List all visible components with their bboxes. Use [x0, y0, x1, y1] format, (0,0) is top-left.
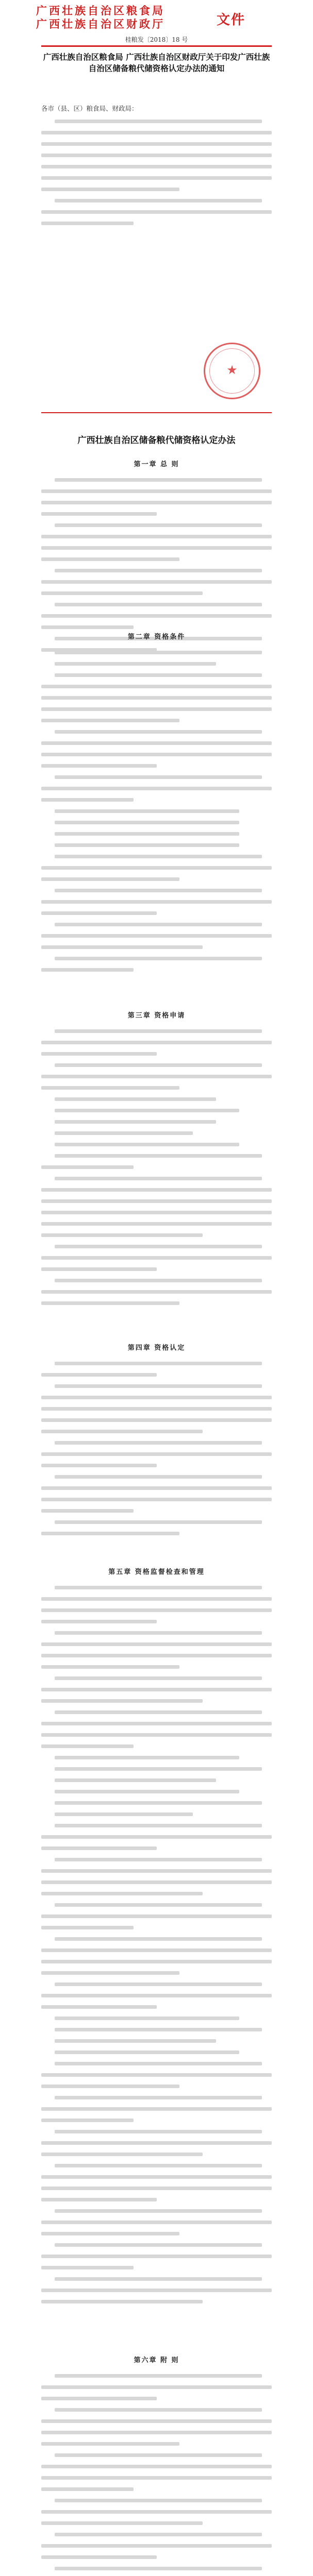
- salutation: 各市（县、区）粮食局、财政局：: [41, 105, 138, 112]
- footer-red-rule: [41, 412, 272, 413]
- text-line: [55, 1824, 262, 1827]
- text-line: [55, 1982, 262, 1986]
- text-line: [41, 911, 157, 915]
- chapter-heading: 第四章 资格认定: [127, 1344, 186, 1352]
- text-line: [55, 1586, 262, 1589]
- text-line: [55, 1631, 262, 1635]
- text-line: [55, 1063, 262, 1067]
- text-line: [41, 580, 272, 584]
- text-line: [41, 557, 179, 561]
- text-line: [41, 1948, 272, 1952]
- text-line: [41, 1464, 157, 1467]
- text-line: [41, 1188, 272, 1192]
- text-line: [55, 569, 262, 572]
- seal-star-icon: ★: [226, 363, 238, 377]
- text-line: [41, 1486, 272, 1490]
- text-line: [41, 1430, 203, 1433]
- text-line: [55, 730, 262, 734]
- text-line: [41, 512, 157, 516]
- text-line: [41, 2221, 272, 2224]
- text-line: [55, 2016, 239, 2020]
- document-number: 桂粮发〔2018〕18 号: [125, 36, 188, 43]
- text-line: [41, 968, 134, 972]
- text-line: [41, 741, 272, 745]
- text-line: [41, 1301, 179, 1305]
- text-line: [55, 1245, 262, 1248]
- text-line: [55, 2374, 262, 2378]
- text-line: [55, 2028, 262, 2031]
- text-line: [41, 2107, 272, 2111]
- text-line: [41, 1509, 134, 1513]
- notice-body: [41, 120, 272, 233]
- text-line: [41, 165, 272, 168]
- text-line: [55, 1903, 262, 1907]
- text-line: [55, 843, 239, 847]
- text-line: [41, 1256, 272, 1260]
- text-line: [41, 1407, 272, 1411]
- text-line: [41, 2198, 157, 2201]
- text-line: [41, 1869, 272, 1873]
- text-line: [55, 1120, 216, 1124]
- text-line: [41, 625, 134, 629]
- text-line: [41, 1597, 272, 1601]
- text-line: [55, 855, 262, 858]
- text-line: [41, 614, 272, 618]
- text-line: [41, 2442, 179, 2446]
- text-line: [55, 1767, 262, 1771]
- text-line: [41, 866, 272, 870]
- text-line: [41, 945, 203, 949]
- text-line: [41, 2073, 272, 2077]
- text-line: [41, 900, 272, 904]
- text-line: [41, 489, 272, 493]
- text-line: [55, 1937, 262, 1941]
- text-line: [55, 2209, 262, 2213]
- notice-title: 广西壮族自治区粮食局 广西壮族自治区财政厅关于印发广西壮族自治区储备粮代储资格认定办法的通知: [43, 52, 270, 73]
- text-line: [41, 1846, 157, 1850]
- text-line: [55, 832, 239, 836]
- text-line: [41, 2510, 272, 2514]
- text-line: [55, 2096, 262, 2099]
- text-line: [55, 775, 262, 779]
- text-line: [41, 1608, 272, 1612]
- text-line: [55, 199, 262, 202]
- text-line: [55, 1812, 193, 1816]
- text-line: [55, 2050, 239, 2054]
- text-line: [41, 2255, 272, 2258]
- text-line: [55, 889, 262, 892]
- chapter-body: [41, 1029, 272, 1313]
- text-line: [41, 934, 272, 938]
- text-line: [41, 753, 272, 756]
- text-line: [55, 1790, 239, 1793]
- text-line: [41, 2419, 272, 2423]
- text-line: [55, 957, 262, 960]
- issuer-line-2: 广西壮族自治区财政厅: [36, 18, 165, 30]
- text-line: [41, 685, 272, 688]
- text-line: [41, 696, 272, 700]
- text-line: [55, 1676, 262, 1680]
- text-line: [55, 1154, 262, 1158]
- text-line: [41, 591, 203, 595]
- text-line: [55, 523, 262, 527]
- text-line: [55, 1362, 262, 1365]
- text-line: [41, 2153, 203, 2156]
- text-line: [55, 1131, 193, 1135]
- text-line: [55, 1143, 239, 1146]
- text-line: [41, 222, 134, 225]
- text-line: [41, 1971, 179, 1975]
- text-line: [41, 2119, 134, 2122]
- text-line: [41, 787, 272, 790]
- text-line: [41, 1233, 203, 1237]
- text-line: [41, 1086, 179, 1090]
- text-line: [41, 2289, 272, 2292]
- text-line: [41, 1532, 179, 1535]
- chapter-heading: 第五章 资格监督检查和管理: [108, 1568, 205, 1576]
- text-line: [41, 1665, 179, 1669]
- text-line: [41, 707, 272, 711]
- chapter-body: [41, 1586, 272, 2311]
- text-line: [55, 923, 262, 926]
- text-line: [41, 1926, 134, 1929]
- text-line: [41, 1267, 157, 1271]
- text-line: [55, 1384, 262, 1388]
- text-line: [41, 546, 272, 550]
- text-line: [55, 662, 216, 666]
- text-line: [41, 1744, 134, 1748]
- text-line: [41, 1722, 272, 1725]
- text-line: [41, 2266, 134, 2269]
- text-line: [41, 2385, 272, 2389]
- text-line: [55, 2277, 262, 2281]
- official-seal: [204, 343, 260, 399]
- text-line: [41, 1418, 272, 1422]
- text-line: [55, 2243, 262, 2247]
- text-line: [55, 1097, 216, 1101]
- text-line: [41, 719, 179, 722]
- text-line: [55, 2533, 262, 2536]
- chapter-body: [41, 651, 272, 979]
- text-line: [41, 764, 157, 768]
- text-line: [41, 1994, 272, 1997]
- text-line: [41, 2232, 179, 2235]
- text-line: [41, 1960, 272, 1963]
- document-word: 文件: [217, 12, 246, 28]
- text-line: [55, 809, 239, 813]
- text-line: [41, 1733, 272, 1737]
- text-line: [55, 120, 262, 123]
- text-line: [41, 2300, 203, 2303]
- text-line: [41, 1165, 134, 1169]
- text-line: [41, 188, 179, 191]
- text-line: [55, 2567, 262, 2570]
- chapter-body: [41, 2374, 272, 2576]
- text-line: [55, 1756, 239, 1759]
- text-line: [41, 2487, 134, 2491]
- document-header: [36, 4, 278, 31]
- text-line: [55, 1029, 262, 1033]
- text-line: [55, 2130, 262, 2133]
- text-line: [41, 2476, 272, 2480]
- text-line: [41, 154, 272, 157]
- text-line: [41, 142, 272, 146]
- text-line: [41, 2544, 272, 2548]
- text-line: [41, 1892, 203, 1895]
- text-line: [41, 2397, 157, 2400]
- text-line: [55, 2164, 262, 2167]
- chapter-heading: 第三章 资格申请: [127, 1012, 186, 1020]
- text-line: [41, 131, 272, 134]
- text-line: [41, 1373, 157, 1377]
- text-line: [41, 1222, 272, 1226]
- text-line: [41, 1654, 272, 1657]
- text-line: [41, 1642, 272, 1646]
- text-line: [41, 1211, 272, 1214]
- text-line: [41, 1452, 272, 1456]
- chapter-body: [41, 1362, 272, 1543]
- text-line: [41, 176, 272, 180]
- chapter-heading: 第一章 总 则: [134, 461, 179, 468]
- text-line: [41, 1290, 272, 1294]
- text-line: [55, 673, 262, 677]
- text-line: [41, 1914, 272, 1918]
- chapter-heading: 第二章 资格条件: [127, 633, 186, 641]
- text-line: [55, 2499, 262, 2502]
- text-line: [55, 2453, 262, 2457]
- text-line: [55, 2408, 262, 2412]
- text-line: [41, 1688, 272, 1691]
- issuer-line-1: 广西壮族自治区粮食局: [36, 4, 165, 17]
- text-line: [41, 1052, 157, 1056]
- text-line: [41, 210, 272, 214]
- text-line: [55, 1279, 262, 1282]
- text-line: [55, 1109, 239, 1112]
- text-line: [55, 821, 239, 824]
- chapter-heading: 第六章 附 则: [134, 2357, 179, 2364]
- text-line: [41, 501, 272, 504]
- text-line: [41, 1835, 272, 1839]
- text-line: [55, 1710, 262, 1714]
- text-line: [41, 2521, 203, 2525]
- text-line: [41, 2084, 179, 2088]
- text-line: [41, 2005, 157, 2009]
- text-line: [41, 1041, 272, 1044]
- text-line: [41, 2175, 272, 2179]
- text-line: [41, 535, 272, 538]
- text-line: [55, 1801, 262, 1805]
- text-line: [41, 2555, 157, 2559]
- regulation-title: 广西壮族自治区储备粮代储资格认定办法: [77, 435, 236, 446]
- text-line: [41, 1498, 272, 1501]
- text-line: [41, 1075, 272, 1078]
- text-line: [41, 1396, 272, 1399]
- text-line: [41, 877, 179, 881]
- text-line: [55, 1520, 262, 1524]
- text-line: [55, 1778, 216, 1782]
- text-line: [55, 2062, 262, 2065]
- text-line: [41, 2431, 272, 2434]
- text-line: [41, 1199, 272, 1203]
- text-line: [41, 1620, 157, 1623]
- text-line: [41, 1699, 203, 1703]
- text-line: [55, 1475, 262, 1479]
- text-line: [41, 2187, 272, 2190]
- header-red-rule: [41, 45, 272, 47]
- text-line: [55, 651, 262, 654]
- text-line: [55, 603, 262, 606]
- text-line: [55, 2039, 216, 2043]
- text-line: [55, 1177, 262, 1180]
- text-line: [41, 798, 134, 802]
- text-line: [55, 478, 262, 482]
- text-line: [41, 2465, 272, 2468]
- text-line: [55, 1441, 262, 1445]
- text-line: [55, 1858, 262, 1861]
- text-line: [41, 1880, 272, 1884]
- text-line: [41, 2141, 272, 2145]
